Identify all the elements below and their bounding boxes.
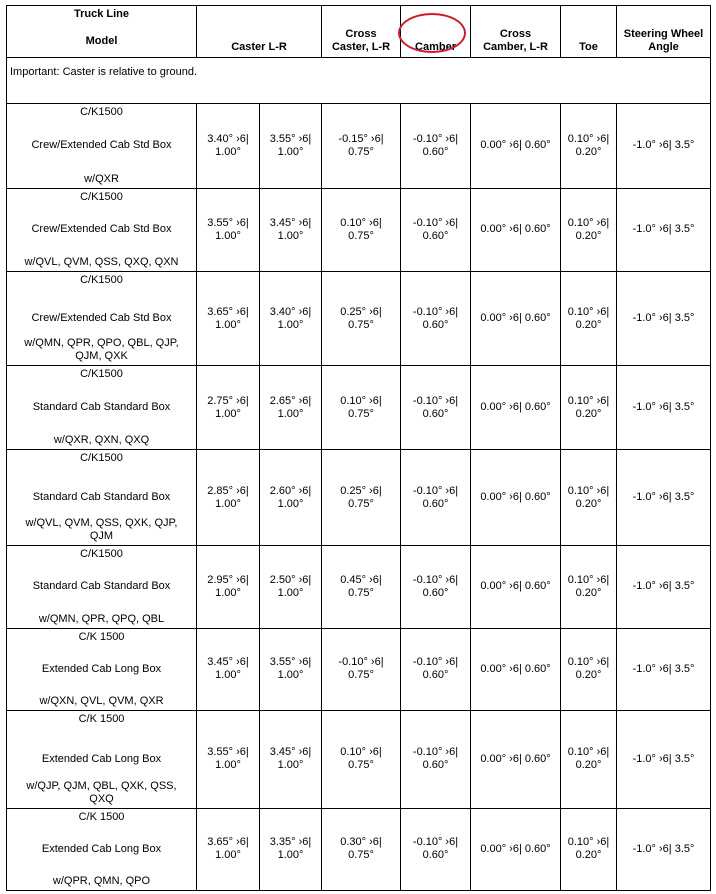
steering-angle-cell: -1.0° ›6| 3.5° — [617, 546, 711, 628]
model-series: C/K 1500 — [78, 810, 125, 823]
toe-cell: 0.10° ›6| 0.20° — [561, 628, 617, 710]
model-options: w/QXR, QXN, QXQ — [53, 433, 150, 446]
caster-right-cell: 2.50° ›6| 1.00° — [260, 546, 322, 628]
model-cell — [7, 628, 197, 710]
camber-cell: -0.10° ›6| 0.60° — [401, 628, 471, 710]
caster-left-cell: 3.55° ›6| 1.00° — [197, 188, 260, 271]
model-cell — [7, 104, 197, 188]
table-row — [7, 711, 711, 808]
header-caster: Caster L-R — [197, 6, 322, 58]
table-row — [7, 808, 711, 890]
model-series: C/K1500 — [80, 190, 123, 203]
header-camber — [401, 6, 471, 58]
camber-cell: -0.10° ›6| 0.60° — [401, 272, 471, 366]
cross-caster-cell: 0.10° ›6| 0.75° — [322, 188, 401, 271]
model-cell — [7, 546, 197, 628]
camber-cell: -0.10° ›6| 0.60° — [401, 808, 471, 890]
steering-angle-cell: -1.0° ›6| 3.5° — [617, 628, 711, 710]
important-note: Important: Caster is relative to ground. — [7, 58, 711, 104]
caster-left-cell: 3.45° ›6| 1.00° — [197, 628, 260, 710]
caster-left-cell: 3.65° ›6| 1.00° — [197, 272, 260, 366]
caster-left-cell: 3.40° ›6| 1.00° — [197, 104, 260, 188]
steering-angle-cell: -1.0° ›6| 3.5° — [617, 711, 711, 808]
camber-cell: -0.10° ›6| 0.60° — [401, 711, 471, 808]
note-row — [7, 58, 711, 104]
model-description: Extended Cab Long Box — [41, 662, 162, 675]
toe-cell: 0.10° ›6| 0.20° — [561, 366, 617, 449]
camber-cell: -0.10° ›6| 0.60° — [401, 188, 471, 271]
steering-angle-cell: -1.0° ›6| 3.5° — [617, 104, 711, 188]
cross-camber-cell: 0.00° ›6| 0.60° — [471, 272, 561, 366]
camber-cell: -0.10° ›6| 0.60° — [401, 449, 471, 545]
cross-caster-cell: -0.10° ›6| 0.75° — [322, 628, 401, 710]
camber-cell: -0.10° ›6| 0.60° — [401, 546, 471, 628]
caster-left-cell: 2.95° ›6| 1.00° — [197, 546, 260, 628]
caster-right-cell: 3.55° ›6| 1.00° — [260, 104, 322, 188]
model-description: Crew/Extended Cab Std Box — [31, 223, 172, 236]
model-cell — [7, 272, 197, 366]
cross-caster-cell: 0.30° ›6| 0.75° — [322, 808, 401, 890]
model-options: w/QMN, QPR, QPO, QBL, QJP, QJM, QXK — [24, 337, 179, 363]
cross-camber-cell: 0.00° ›6| 0.60° — [471, 104, 561, 188]
model-cell — [7, 366, 197, 449]
model-options: w/QXR — [84, 172, 119, 185]
model-series: C/K1500 — [80, 106, 123, 119]
model-cell — [7, 808, 197, 890]
table-row — [7, 104, 711, 188]
toe-cell: 0.10° ›6| 0.20° — [561, 449, 617, 545]
model-description: Extended Cab Long Box — [41, 752, 162, 765]
caster-left-cell: 3.55° ›6| 1.00° — [197, 711, 260, 808]
model-description: Crew/Extended Cab Std Box — [31, 139, 172, 152]
model-description: Standard Cab Standard Box — [32, 580, 171, 593]
toe-cell: 0.10° ›6| 0.20° — [561, 711, 617, 808]
cross-caster-cell: 0.10° ›6| 0.75° — [322, 366, 401, 449]
cross-camber-cell: 0.00° ›6| 0.60° — [471, 711, 561, 808]
caster-left-cell: 3.65° ›6| 1.00° — [197, 808, 260, 890]
model-series: C/K1500 — [80, 368, 123, 381]
model-series: C/K 1500 — [78, 713, 125, 726]
model-series: C/K 1500 — [78, 630, 125, 643]
model-series: C/K1500 — [80, 274, 123, 286]
cross-camber-cell: 0.00° ›6| 0.60° — [471, 808, 561, 890]
table-row — [7, 628, 711, 710]
steering-angle-cell: -1.0° ›6| 3.5° — [617, 449, 711, 545]
model-description: Extended Cab Long Box — [41, 842, 162, 855]
caster-left-cell: 2.85° ›6| 1.00° — [197, 449, 260, 545]
caster-left-cell: 2.75° ›6| 1.00° — [197, 366, 260, 449]
header-model — [7, 6, 197, 58]
caster-right-cell: 3.45° ›6| 1.00° — [260, 188, 322, 271]
alignment-spec-table — [6, 5, 711, 891]
header-cross-caster: Cross Caster, L-R — [322, 6, 401, 58]
model-series: C/K1500 — [80, 548, 123, 561]
header-truck-line: Truck Line — [73, 8, 130, 20]
caster-right-cell: 2.65° ›6| 1.00° — [260, 366, 322, 449]
steering-angle-cell: -1.0° ›6| 3.5° — [617, 272, 711, 366]
cross-caster-cell: 0.10° ›6| 0.75° — [322, 711, 401, 808]
model-options: w/QVL, QVM, QSS, QXK, QJP, QJM — [25, 517, 178, 543]
toe-cell: 0.10° ›6| 0.20° — [561, 188, 617, 271]
toe-cell: 0.10° ›6| 0.20° — [561, 808, 617, 890]
model-cell — [7, 711, 197, 808]
caster-right-cell: 3.45° ›6| 1.00° — [260, 711, 322, 808]
cross-caster-cell: 0.25° ›6| 0.75° — [322, 272, 401, 366]
table-row — [7, 272, 711, 366]
highlight-circle — [398, 13, 466, 53]
cross-caster-cell: 0.25° ›6| 0.75° — [322, 449, 401, 545]
model-options: w/QJP, QJM, QBL, QXK, QSS, QXQ — [26, 779, 177, 805]
camber-cell: -0.10° ›6| 0.60° — [401, 104, 471, 188]
cross-camber-cell: 0.00° ›6| 0.60° — [471, 449, 561, 545]
model-series: C/K1500 — [80, 451, 123, 464]
model-description: Standard Cab Standard Box — [32, 491, 171, 504]
caster-right-cell: 3.55° ›6| 1.00° — [260, 628, 322, 710]
caster-right-cell: 3.35° ›6| 1.00° — [260, 808, 322, 890]
header-steering-angle: Steering Wheel Angle — [617, 6, 711, 58]
cross-camber-cell: 0.00° ›6| 0.60° — [471, 546, 561, 628]
model-options: w/QXN, QVL, QVM, QXR — [39, 695, 164, 708]
cross-caster-cell: 0.45° ›6| 0.75° — [322, 546, 401, 628]
toe-cell: 0.10° ›6| 0.20° — [561, 272, 617, 366]
header-row — [7, 6, 711, 58]
model-description: Crew/Extended Cab Std Box — [31, 312, 172, 325]
model-description: Standard Cab Standard Box — [32, 401, 171, 414]
steering-angle-cell: -1.0° ›6| 3.5° — [617, 188, 711, 271]
toe-cell: 0.10° ›6| 0.20° — [561, 104, 617, 188]
header-cross-camber: Cross Camber, L-R — [471, 6, 561, 58]
table-row — [7, 449, 711, 545]
camber-cell: -0.10° ›6| 0.60° — [401, 366, 471, 449]
table-row — [7, 366, 711, 449]
cross-camber-cell: 0.00° ›6| 0.60° — [471, 366, 561, 449]
table-row — [7, 188, 711, 271]
model-cell — [7, 188, 197, 271]
model-options: w/QMN, QPR, QPQ, QBL — [38, 612, 165, 625]
toe-cell: 0.10° ›6| 0.20° — [561, 546, 617, 628]
model-options: w/QVL, QVM, QSS, QXQ, QXN — [24, 256, 179, 268]
caster-right-cell: 2.60° ›6| 1.00° — [260, 449, 322, 545]
cross-camber-cell: 0.00° ›6| 0.60° — [471, 188, 561, 271]
table-row — [7, 546, 711, 628]
caster-right-cell: 3.40° ›6| 1.00° — [260, 272, 322, 366]
model-options: w/QPR, QMN, QPO — [52, 875, 151, 887]
model-cell — [7, 449, 197, 545]
header-toe: Toe — [561, 6, 617, 58]
header-model-label: Model — [85, 35, 118, 47]
cross-camber-cell: 0.00° ›6| 0.60° — [471, 628, 561, 710]
header-camber-label: Camber — [415, 41, 456, 53]
cross-caster-cell: -0.15° ›6| 0.75° — [322, 104, 401, 188]
steering-angle-cell: -1.0° ›6| 3.5° — [617, 366, 711, 449]
steering-angle-cell: -1.0° ›6| 3.5° — [617, 808, 711, 890]
